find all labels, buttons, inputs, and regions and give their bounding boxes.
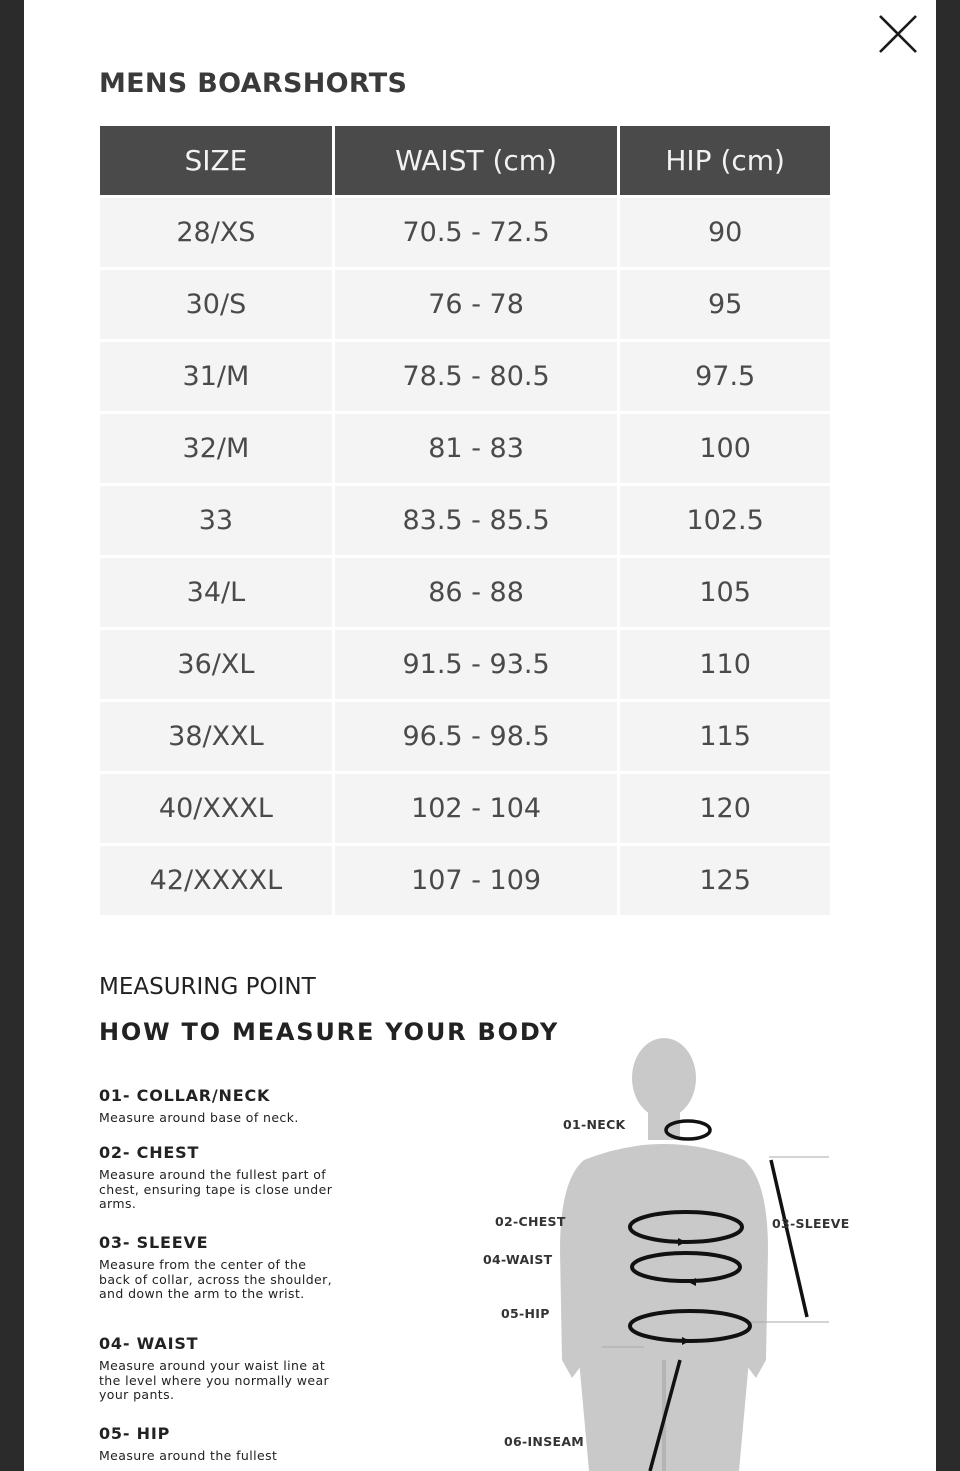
size-cell: 31/M (100, 342, 332, 411)
size-cell: 36/XL (100, 630, 332, 699)
size-cell: 28/XS (100, 198, 332, 267)
how-to-measure-heading: HOW TO MEASURE YOUR BODY (99, 1018, 560, 1046)
instruction-waist (99, 1334, 339, 1403)
size-cell: 33 (100, 486, 332, 555)
waist-cell: 86 - 88 (335, 558, 617, 627)
page-title: MENS BOARSHORTS (99, 68, 408, 99)
label-sleeve: 03-SLEEVE (772, 1216, 850, 1231)
hip-cell: 95 (620, 270, 830, 339)
hip-cell: 125 (620, 846, 830, 915)
hip-cell: 110 (620, 630, 830, 699)
table-row (100, 774, 830, 843)
table-row (100, 486, 830, 555)
waist-cell: 78.5 - 80.5 (335, 342, 617, 411)
table-row (100, 846, 830, 915)
size-cell: 42/XXXXL (100, 846, 332, 915)
table-row (100, 270, 830, 339)
hip-cell: 120 (620, 774, 830, 843)
label-neck: 01-NECK (563, 1117, 626, 1132)
measuring-point-heading: MEASURING POINT (99, 974, 316, 1000)
instruction-text: Measure from the center of the back of collar, across the shoulder, and down the arm to the wrist. (99, 1257, 333, 1301)
size-cell: 38/XXL (100, 702, 332, 771)
hip-cell: 90 (620, 198, 830, 267)
instruction-neck (99, 1086, 339, 1126)
instruction-heading: 04- WAIST (99, 1334, 199, 1353)
instruction-text: Measure around base of neck. (99, 1110, 299, 1125)
instruction-sleeve (99, 1233, 339, 1302)
instruction-heading: 02- CHEST (99, 1143, 200, 1162)
instruction-chest (99, 1143, 339, 1212)
close-button[interactable] (876, 12, 920, 56)
close-icon (876, 12, 920, 56)
waist-cell: 96.5 - 98.5 (335, 702, 617, 771)
table-header-row (100, 126, 830, 195)
size-cell: 30/S (100, 270, 332, 339)
waist-cell: 81 - 83 (335, 414, 617, 483)
hip-cell: 102.5 (620, 486, 830, 555)
table-row (100, 198, 830, 267)
instruction-text: Measure around your waist line at the level where you normally wear your pants. (99, 1358, 330, 1402)
table-row (100, 702, 830, 771)
instruction-heading: 03- SLEEVE (99, 1233, 209, 1252)
size-cell: 32/M (100, 414, 332, 483)
size-cell: 34/L (100, 558, 332, 627)
instruction-hip (99, 1424, 339, 1464)
size-table (97, 123, 833, 918)
hip-cell: 105 (620, 558, 830, 627)
instruction-heading: 01- COLLAR/NECK (99, 1086, 271, 1105)
hip-cell: 100 (620, 414, 830, 483)
label-waist: 04-WAIST (483, 1252, 553, 1267)
body-silhouette-icon (464, 1030, 884, 1471)
instruction-text: Measure around the fullest (99, 1448, 278, 1463)
label-inseam: 06-INSEAM (504, 1434, 585, 1449)
table-row (100, 414, 830, 483)
column-header-hip: HIP (cm) (620, 126, 830, 195)
size-cell: 40/XXXL (100, 774, 332, 843)
table-row (100, 342, 830, 411)
hip-cell: 115 (620, 702, 830, 771)
instruction-text: Measure around the fullest part of chest, ensuring tape is close under arms. (99, 1167, 333, 1211)
waist-cell: 102 - 104 (335, 774, 617, 843)
label-chest: 02-CHEST (495, 1214, 566, 1229)
column-header-size: SIZE (100, 126, 332, 195)
waist-cell: 70.5 - 72.5 (335, 198, 617, 267)
size-guide-modal (24, 0, 936, 1471)
column-header-waist: WAIST (cm) (335, 126, 617, 195)
waist-cell: 83.5 - 85.5 (335, 486, 617, 555)
table-row (100, 558, 830, 627)
instruction-heading: 05- HIP (99, 1424, 171, 1443)
waist-cell: 107 - 109 (335, 846, 617, 915)
label-hip: 05-HIP (501, 1306, 550, 1321)
hip-cell: 97.5 (620, 342, 830, 411)
table-row (100, 630, 830, 699)
waist-cell: 76 - 78 (335, 270, 617, 339)
waist-cell: 91.5 - 93.5 (335, 630, 617, 699)
body-measurement-diagram (464, 1030, 884, 1471)
